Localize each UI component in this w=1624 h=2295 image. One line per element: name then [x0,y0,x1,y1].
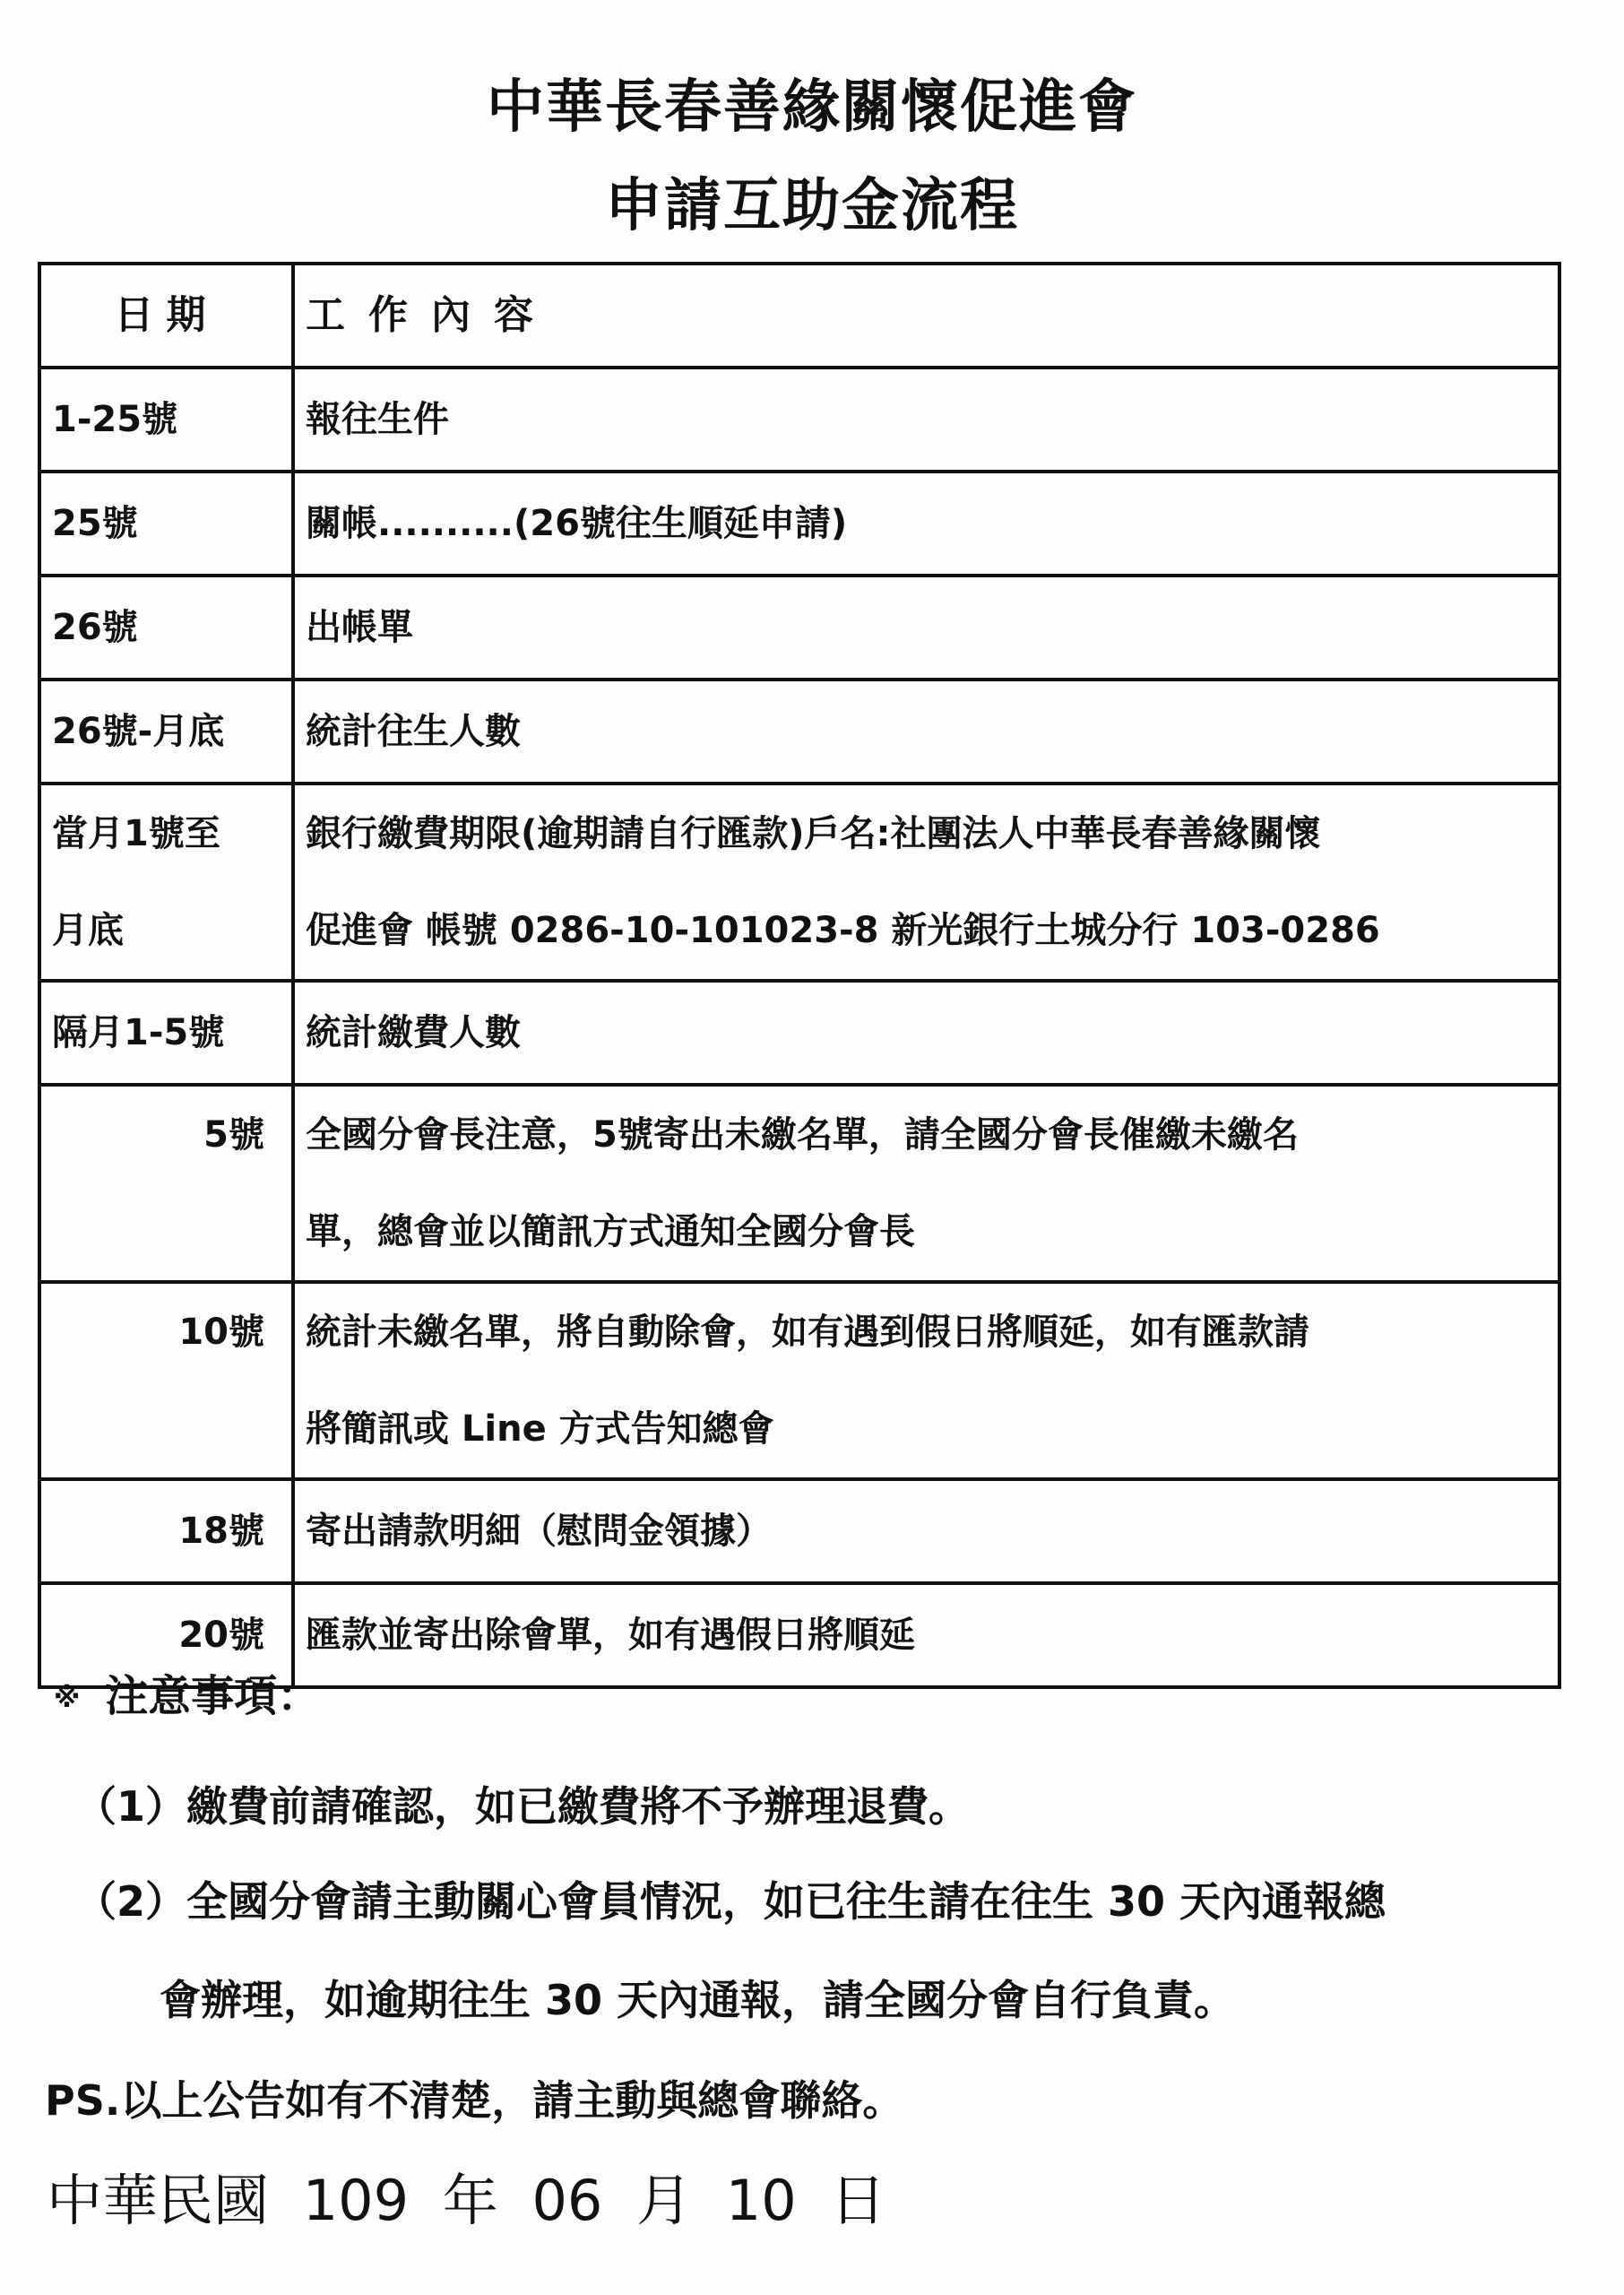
row-task: 關帳..........(26號往生順延申請) [293,472,1559,576]
row-date [39,784,293,981]
table-row [39,1085,1559,1282]
row-date-spacer [52,1183,264,1280]
note-item-continued: 會辦理，如逾期往生 30 天內通報，請全國分會自行負責。 [160,1976,1236,2024]
notes-heading [54,1671,321,1721]
row-task: 統計繳費人數 [293,981,1559,1085]
table-row [39,576,1559,680]
row-task [293,1085,1559,1282]
row-task: 統計往生人數 [293,680,1559,784]
row-task: 出帳單 [293,576,1559,680]
asterisk-mark-icon: ※ [54,1683,81,1714]
row-date: 1-25號 [39,368,293,472]
document-subtitle: 申請互助金流程 [605,173,1019,239]
row-date: 18號 [39,1479,293,1583]
ps-note: PS.以上公告如有不清楚，請主動與總會聯絡。 [45,2076,904,2125]
row-date-spacer [52,1381,264,1477]
row-date: 隔月1-5號 [39,981,293,1085]
row-task [293,784,1559,981]
note-item: （2）全國分會請主動關心會員情況，如已往生請在往生 30 天內通報總 [75,1877,1386,1926]
header-date: 日期 [39,264,293,368]
row-date [39,1085,293,1282]
row-task: 匯款並寄出除會單，如有遇假日將順延 [293,1583,1559,1687]
row-date-line: 月底 [52,910,124,951]
table-row [39,784,1559,981]
row-date: 25號 [39,472,293,576]
table-row [39,981,1559,1085]
row-date-line: 5號 [203,1114,264,1156]
row-task-line: 單，總會並以簡訊方式通知全國分會長 [306,1211,915,1252]
row-date: 26號-月底 [39,680,293,784]
row-task-line: 全國分會長注意，5號寄出未繳名單，請全國分會長催繳未繳名 [306,1114,1299,1156]
row-task: 寄出請款明細（慰問金領據） [293,1479,1559,1583]
row-task: 報往生件 [293,368,1559,472]
row-task-line: 統計未繳名單，將自動除會，如有遇到假日將順延，如有匯款請 [306,1312,1309,1353]
row-task-line: 銀行繳費期限(逾期請自行匯款)戶名:社團法人中華長春善緣關懷 [306,813,1321,854]
process-table [38,262,1561,1689]
date-signoff: 中華民國 109 年 06 月 10 日 [47,2168,886,2233]
row-date: 26號 [39,576,293,680]
row-date-line: 10號 [178,1312,264,1353]
table-row [39,680,1559,784]
note-item: （1）繳費前請確認，如已繳費將不予辦理退費。 [75,1782,971,1831]
row-task [293,1282,1559,1479]
row-date: 20號 [39,1583,293,1687]
header-task: 工作內容 [293,264,1559,368]
row-task-line: 將簡訊或 Line 方式告知總會 [306,1408,774,1450]
table-row [39,472,1559,576]
notes-heading-text: 注意事項： [105,1671,321,1721]
table-row [39,1479,1559,1583]
table-row [39,1282,1559,1479]
row-task-line: 促進會 帳號 0286-10-101023-8 新光銀行土城分行 103-0286 [306,910,1380,951]
document-title: 中華長春善緣關懷促進會 [487,74,1137,141]
table-row [39,368,1559,472]
row-date [39,1282,293,1479]
table-header-row [39,264,1559,368]
row-date-line: 當月1號至 [52,813,220,854]
